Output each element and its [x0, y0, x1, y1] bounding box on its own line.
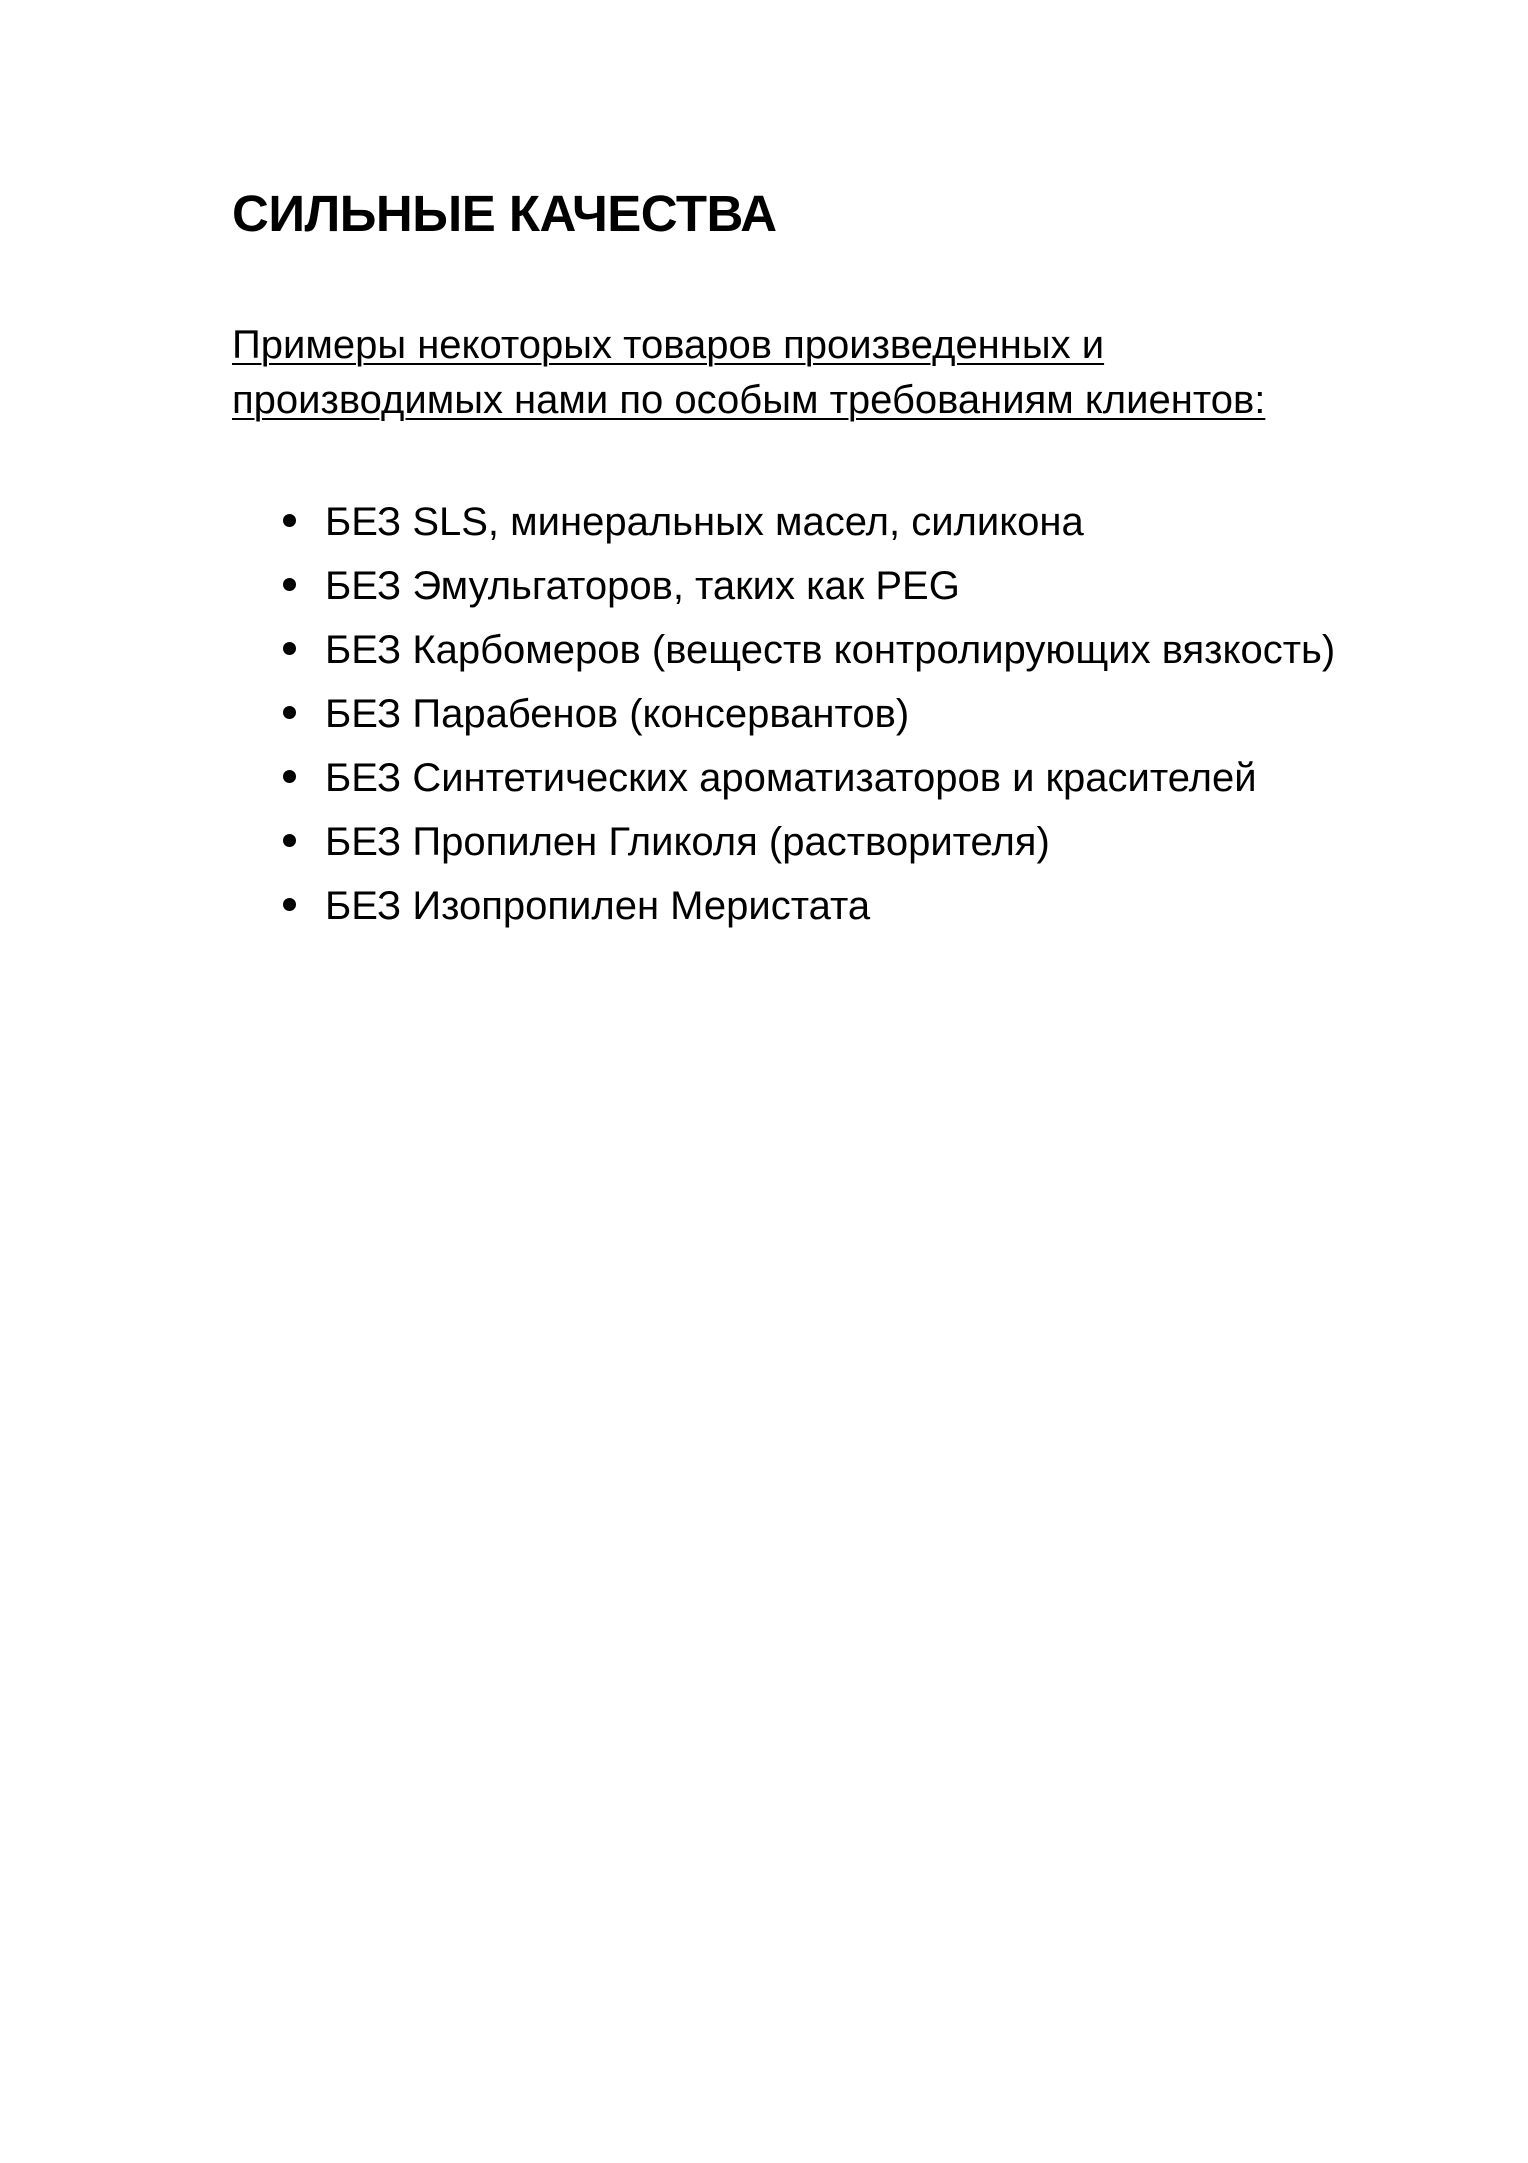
intro-line-1: Примеры некоторых товаров произведенных и	[232, 323, 1105, 367]
bullet-icon	[283, 554, 297, 618]
list-item-text: БЕЗ SLS, минеральных масел, силикона	[325, 500, 1084, 544]
bullet-icon	[283, 490, 297, 554]
list-item-text: БЕЗ Пропилен Гликоля (растворителя)	[325, 820, 1050, 864]
list-item-text: БЕЗ Изопропилен Меристата	[325, 884, 871, 928]
list-item	[232, 554, 1335, 618]
bullet-icon	[283, 746, 297, 810]
list-item	[232, 682, 1335, 746]
list-item	[232, 490, 1335, 554]
bullet-icon	[283, 618, 297, 682]
list-item-text: БЕЗ Парабенов (консервантов)	[325, 692, 910, 736]
list-item-text: БЕЗ Синтетических ароматизаторов и красителей	[325, 756, 1257, 800]
list-item	[232, 874, 1335, 938]
list-item	[232, 746, 1335, 810]
requirements-list	[232, 490, 1335, 938]
bullet-icon	[283, 810, 297, 874]
list-item	[232, 618, 1335, 682]
bullet-icon	[283, 682, 297, 746]
intro-line-2: производимых нами по особым требованиям клиентов:	[232, 378, 1266, 422]
list-item	[232, 810, 1335, 874]
list-item-text: БЕЗ Карбомеров (веществ контролирующих вязкость)	[325, 628, 1336, 672]
intro-paragraph	[232, 318, 1332, 428]
list-item-text: БЕЗ Эмульгаторов, таких как PEG	[325, 564, 960, 608]
bullet-icon	[283, 874, 297, 938]
page-title: СИЛЬНЫЕ КАЧЕСТВА	[232, 185, 777, 242]
